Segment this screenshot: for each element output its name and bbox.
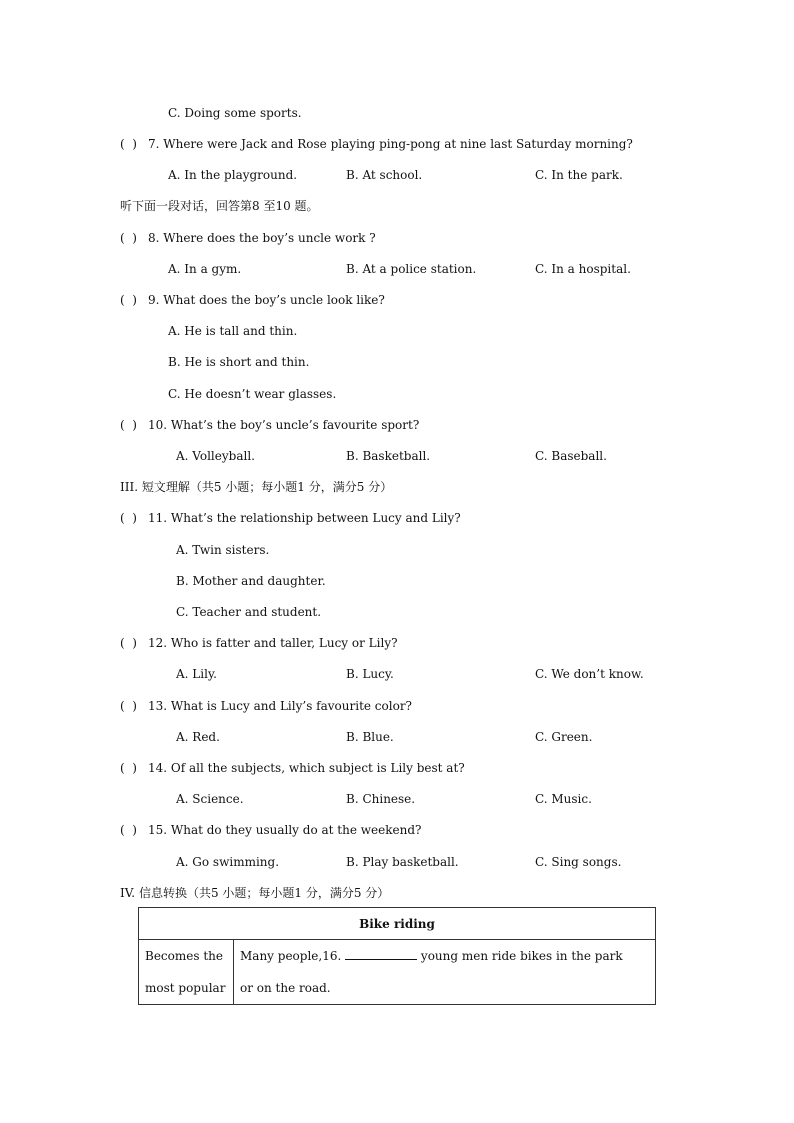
left-cell-line-2: most popular	[145, 981, 226, 995]
q14-option-a: A. Science.	[176, 792, 244, 806]
question-text: 8. Where does the boy’s uncle work ?	[148, 231, 376, 245]
q7-option-a: A. In the playground.	[168, 168, 298, 182]
info-table	[138, 907, 656, 1005]
q14-option-c: C. Music.	[535, 792, 592, 806]
right-text-after-blank: young men ride bikes in the park	[417, 949, 623, 963]
question-8	[120, 230, 376, 246]
q13-option-c: C. Green.	[535, 730, 593, 744]
answer-paren[interactable]: ( )	[120, 418, 137, 432]
q11-option-b: B. Mother and daughter.	[176, 574, 326, 588]
question-12	[120, 635, 398, 651]
question-14	[120, 760, 465, 776]
answer-paren[interactable]: ( )	[120, 636, 137, 650]
table-header-row	[139, 908, 656, 940]
answer-paren[interactable]: ( )	[120, 231, 137, 245]
answer-paren[interactable]: ( )	[120, 761, 137, 775]
question-9	[120, 292, 385, 308]
q10-option-c: C. Baseball.	[535, 449, 607, 463]
q14-option-b: B. Chinese.	[346, 792, 416, 806]
question-7	[120, 136, 633, 152]
question-text: 10. What’s the boy’s uncle’s favourite sport?	[148, 418, 420, 432]
q6-option-c: C. Doing some sports.	[168, 106, 302, 120]
question-11	[120, 510, 461, 526]
instruction-8-10: 听下面一段对话，回答第8 至10 题。	[120, 199, 319, 213]
question-text: 12. Who is fatter and taller, Lucy or Lily?	[148, 636, 398, 650]
q11-option-a: A. Twin sisters.	[176, 543, 270, 557]
q9-option-b: B. He is short and thin.	[168, 355, 310, 369]
question-text: 15. What do they usually do at the weekend?	[148, 823, 422, 837]
q12-option-c: C. We don’t know.	[535, 667, 644, 681]
question-text: 11. What’s the relationship between Lucy and Lily?	[148, 511, 461, 525]
table-left-cell	[139, 940, 234, 1005]
q15-option-b: B. Play basketball.	[346, 855, 459, 869]
q8-option-a: A. In a gym.	[168, 262, 242, 276]
q12-option-b: B. Lucy.	[346, 667, 394, 681]
table-row	[139, 940, 656, 1005]
table-title: Bike riding	[139, 908, 656, 940]
q15-option-a: A. Go swimming.	[176, 855, 280, 869]
q15-option-c: C. Sing songs.	[535, 855, 622, 869]
q9-option-a: A. He is tall and thin.	[168, 324, 298, 338]
question-text: 9. What does the boy’s uncle look like?	[148, 293, 385, 307]
question-13	[120, 698, 412, 714]
q8-option-b: B. At a police station.	[346, 262, 477, 276]
question-text: 7. Where were Jack and Rose playing ping-pong at nine last Saturday morning?	[148, 137, 633, 151]
section-3-heading: III. 短文理解（共5 小题；每小题1 分，满分5 分）	[120, 480, 393, 494]
section-4-heading: IV. 信息转换（共5 小题；每小题1 分，满分5 分）	[120, 886, 390, 900]
answer-paren[interactable]: ( )	[120, 137, 137, 151]
q9-option-c: C. He doesn’t wear glasses.	[168, 387, 337, 401]
q12-option-a: A. Lily.	[176, 667, 217, 681]
right-cell-line-2: or on the road.	[240, 981, 331, 995]
question-text: 14. Of all the subjects, which subject is Lily best at?	[148, 761, 465, 775]
q7-option-b: B. At school.	[346, 168, 423, 182]
right-text-before-blank: Many people,16.	[240, 949, 346, 963]
q13-option-a: A. Red.	[176, 730, 220, 744]
answer-paren[interactable]: ( )	[120, 823, 137, 837]
question-text: 13. What is Lucy and Lily’s favourite color?	[148, 699, 412, 713]
answer-paren[interactable]: ( )	[120, 699, 137, 713]
q7-option-c: C. In the park.	[535, 168, 623, 182]
question-10	[120, 417, 419, 433]
q10-option-b: B. Basketball.	[346, 449, 431, 463]
q13-option-b: B. Blue.	[346, 730, 394, 744]
q10-option-a: A. Volleyball.	[176, 449, 255, 463]
answer-blank-16[interactable]	[345, 947, 417, 960]
answer-paren[interactable]: ( )	[120, 511, 137, 525]
question-15	[120, 822, 421, 838]
left-cell-line-1: Becomes the	[145, 949, 223, 963]
answer-paren[interactable]: ( )	[120, 293, 137, 307]
table-right-cell	[234, 940, 656, 1005]
q11-option-c: C. Teacher and student.	[176, 605, 322, 619]
q8-option-c: C. In a hospital.	[535, 262, 631, 276]
